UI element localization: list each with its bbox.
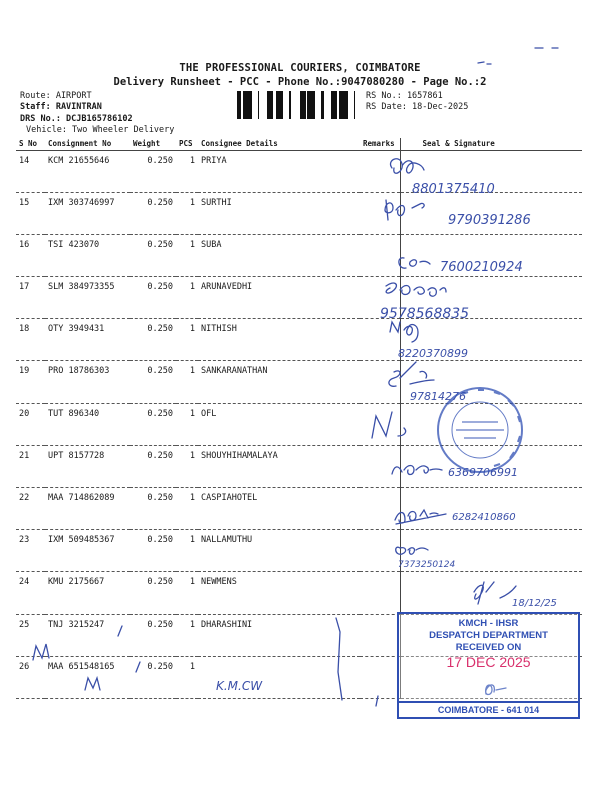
row-pcs: 1	[176, 234, 198, 276]
row-pcs: 1	[176, 572, 198, 614]
row-sno: 19	[16, 361, 45, 403]
row-weight: 0.250	[130, 656, 176, 698]
row-seal	[400, 192, 582, 234]
row-seal	[400, 319, 582, 361]
row-remarks	[360, 614, 400, 656]
row-consignment: SLM 384973355	[45, 277, 130, 319]
col-weight: Weight	[130, 138, 176, 150]
row-consignment: PRO 18786303	[45, 361, 130, 403]
row-seal	[400, 277, 582, 319]
handwritten-phone-18: 8220370899	[398, 347, 468, 360]
row-sno: 16	[16, 234, 45, 276]
row-consignment: MAA 714862089	[45, 488, 130, 530]
row-seal	[400, 234, 582, 276]
table-row	[16, 150, 582, 192]
row-weight: 0.250	[130, 234, 176, 276]
handwritten-phone-19: 97814276	[410, 390, 466, 403]
handwritten-remark-26: K.M.CW	[216, 679, 263, 693]
col-remarks: Remarks	[360, 138, 400, 150]
row-remarks	[360, 403, 400, 445]
row-consignee: SUBA	[198, 234, 360, 276]
row-consignee: SURTHI	[198, 192, 360, 234]
row-pcs: 1	[176, 277, 198, 319]
company-title: THE PROFESSIONAL COURIERS, COIMBATORE	[179, 62, 421, 74]
row-consignee: ARUNAVEDHI	[198, 277, 360, 319]
row-sno: 15	[16, 192, 45, 234]
table-row	[16, 361, 582, 403]
row-consignee: NALLAMUTHU	[198, 530, 360, 572]
row-consignment: IXM 509485367	[45, 530, 130, 572]
row-seal	[400, 403, 582, 445]
table-row	[16, 530, 582, 572]
row-weight: 0.250	[130, 192, 176, 234]
row-consignee: DHARASHINI	[198, 614, 360, 656]
table-row	[16, 488, 582, 530]
col-pcs: PCS	[176, 138, 198, 150]
row-consignment: TSI 423070	[45, 234, 130, 276]
row-consignment: UPT 8157728	[45, 445, 130, 487]
row-seal	[400, 150, 582, 192]
row-weight: 0.250	[130, 572, 176, 614]
row-consignment: OTY 3949431	[45, 319, 130, 361]
row-seal	[400, 445, 582, 487]
row-remarks	[360, 234, 400, 276]
row-consignment: IXM 303746997	[45, 192, 130, 234]
row-seal	[400, 572, 582, 614]
row-sno: 22	[16, 488, 45, 530]
row-consignment: TNJ 3215247	[45, 614, 130, 656]
row-remarks	[360, 150, 400, 192]
row-seal	[400, 361, 582, 403]
row-weight: 0.250	[130, 150, 176, 192]
row-consignment: KCM 21655646	[45, 150, 130, 192]
row-remarks	[360, 277, 400, 319]
row-sno: 17	[16, 277, 45, 319]
row-consignment: KMU 2175667	[45, 572, 130, 614]
row-weight: 0.250	[130, 445, 176, 487]
handwritten-phone-17: 9578568835	[380, 306, 470, 322]
runsheet-subtitle: Delivery Runsheet - PCC - Phone No.:9047080280 - Page No.:2	[113, 76, 487, 88]
handwritten-phone-14: 8801375410	[412, 182, 495, 197]
row-pcs: 1	[176, 403, 198, 445]
row-sno: 23	[16, 530, 45, 572]
drs-number: DRS No.: DCJB165786102	[20, 114, 133, 124]
row-sno: 24	[16, 572, 45, 614]
stamp-footer: COIMBATORE - 641 014	[399, 701, 578, 717]
row-seal	[400, 530, 582, 572]
row-weight: 0.250	[130, 319, 176, 361]
row-remarks	[360, 572, 400, 614]
row-pcs: 1	[176, 150, 198, 192]
rs-number: RS No.: 1657861	[366, 91, 443, 101]
staff-label: Staff: RAVINTRAN	[20, 102, 102, 112]
stamp-line3: RECEIVED ON	[455, 642, 522, 653]
row-pcs: 1	[176, 614, 198, 656]
row-consignee	[198, 656, 360, 698]
stamp-line2: DESPATCH DEPARTMENT	[429, 630, 548, 641]
row-weight: 0.250	[130, 361, 176, 403]
row-consignee: NEWMENS	[198, 572, 360, 614]
table-row	[16, 234, 582, 276]
table-row	[16, 403, 582, 445]
row-consignee: OFL	[198, 403, 360, 445]
table-row	[16, 277, 582, 319]
stamp-date: 17 DEC 2025	[446, 654, 531, 670]
row-seal	[400, 488, 582, 530]
row-sno: 18	[16, 319, 45, 361]
col-consignee: Consignee Details	[198, 138, 360, 150]
row-weight: 0.250	[130, 530, 176, 572]
row-remarks	[360, 319, 400, 361]
row-pcs: 1	[176, 530, 198, 572]
row-weight: 0.250	[130, 488, 176, 530]
row-sno: 21	[16, 445, 45, 487]
row-weight: 0.250	[130, 614, 176, 656]
row-remarks	[360, 361, 400, 403]
barcode-image	[237, 91, 363, 119]
row-remarks	[360, 656, 400, 698]
row-weight: 0.250	[130, 403, 176, 445]
handwritten-phone-15: 9790391286	[448, 213, 531, 228]
row-remarks	[360, 530, 400, 572]
rs-date: RS Date: 18-Dec-2025	[366, 102, 469, 112]
row-remarks	[360, 488, 400, 530]
col-seal: Seal & Signature	[400, 138, 582, 150]
handwritten-phone-21: 6369706991	[448, 466, 518, 479]
col-consignment: Consignment No	[45, 138, 130, 150]
row-remarks	[360, 445, 400, 487]
row-pcs: 1	[176, 445, 198, 487]
row-consignment: MAA 651548165	[45, 656, 130, 698]
handwritten-phone-16: 7600210924	[440, 260, 523, 275]
vehicle-label: Vehicle: Two Wheeler Delivery	[26, 125, 175, 135]
row-consignee: SHOUYHIHAMALAYA	[198, 445, 360, 487]
row-consignment: TUT 896340	[45, 403, 130, 445]
row-sno: 26	[16, 656, 45, 698]
table-row	[16, 319, 582, 361]
row-pcs: 1	[176, 192, 198, 234]
stamp-line1: KMCH - IHSR	[458, 618, 519, 629]
row-consignee: CASPIAHOTEL	[198, 488, 360, 530]
col-sno: S No	[16, 138, 45, 150]
handwritten-date-24: 18/12/25	[512, 598, 557, 609]
row-sno: 14	[16, 150, 45, 192]
row-pcs: 1	[176, 361, 198, 403]
received-stamp	[397, 612, 580, 719]
table-header-row	[16, 138, 582, 150]
row-consignee: PRIYA	[198, 150, 360, 192]
row-sno: 25	[16, 614, 45, 656]
row-consignee: NITHISH	[198, 319, 360, 361]
row-remarks	[360, 192, 400, 234]
table-row	[16, 192, 582, 234]
handwritten-phone-22: 6282410860	[452, 512, 516, 523]
row-sno: 20	[16, 403, 45, 445]
route-label: Route: AIRPORT	[20, 91, 92, 101]
row-pcs: 1	[176, 319, 198, 361]
row-weight: 0.250	[130, 277, 176, 319]
row-pcs: 1	[176, 488, 198, 530]
row-consignee: SANKARANATHAN	[198, 361, 360, 403]
row-pcs: 1	[176, 656, 198, 698]
handwritten-phone-23: 7373250124	[398, 560, 456, 570]
table-row	[16, 572, 582, 614]
table-row	[16, 445, 582, 487]
